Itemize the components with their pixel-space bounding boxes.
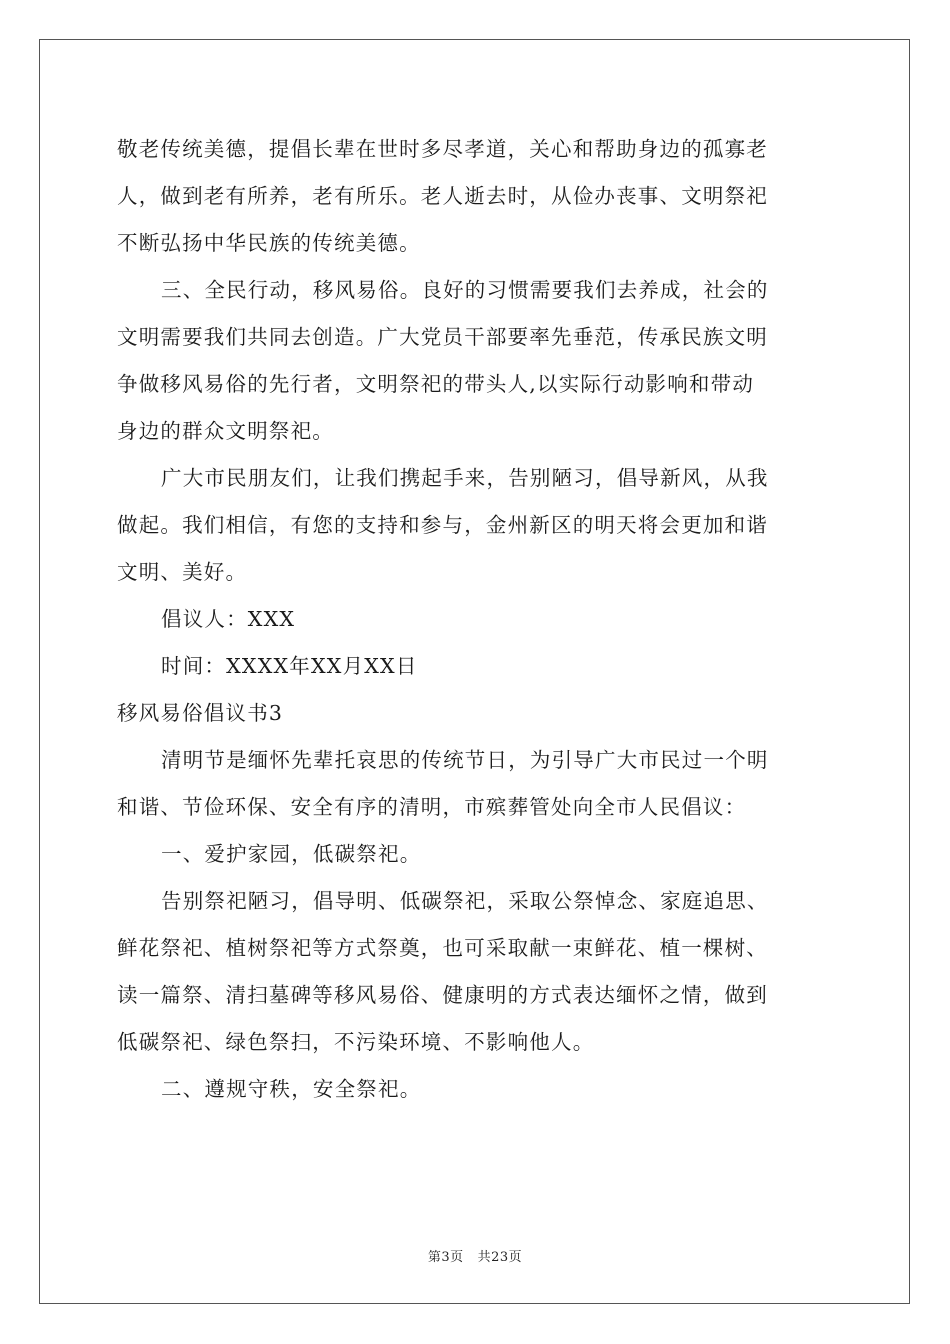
paragraph-start: 告别祭祀陋习，倡导明、低碳祭祀，采取公祭悼念、家庭追思、 — [161, 889, 769, 913]
paragraph-start: 广大市民朋友们，让我们携起手来，告别陋习，倡导新风，从我 — [161, 466, 769, 490]
text-line: 和谐、节俭环保、安全有序的清明，市殡葬管处向全市人民倡议： — [117, 795, 747, 819]
page-total: 共23页 — [477, 1250, 523, 1265]
text-line: 读一篇祭、清扫墓碑等移风易俗、健康明的方式表达缅怀之情，做到 — [117, 983, 768, 1007]
text-line: 人，做到老有所养，老有所乐。老人逝去时，从俭办丧事、文明祭祀 — [117, 184, 768, 208]
text-line: 低碳祭祀、绿色祭扫，不污染环境、不影响他人。 — [117, 1030, 595, 1054]
date-line: 时间：XXXX年XX月XX日 — [161, 654, 418, 678]
page-footer — [0, 1246, 950, 1265]
text-line: 做起。我们相信，有您的支持和参与，金州新区的明天将会更加和谐 — [117, 513, 768, 537]
text-line: 文明、美好。 — [117, 560, 248, 584]
subsection-heading: 二、遵规守秩，安全祭祀。 — [161, 1077, 422, 1101]
text-line: 身边的群众文明祭祀。 — [117, 419, 334, 443]
paragraph-start: 三、全民行动，移风易俗。良好的习惯需要我们去养成，社会的 — [161, 278, 769, 302]
text-line: 文明需要我们共同去创造。广大党员干部要率先垂范，传承民族文明 — [117, 325, 768, 349]
signatory-line: 倡议人：XXX — [161, 607, 296, 631]
paragraph-start: 清明节是缅怀先辈托哀思的传统节日，为引导广大市民过一个明 — [161, 748, 769, 772]
text-line: 敬老传统美德，提倡长辈在世时多尽孝道，关心和帮助身边的孤寡老 — [117, 137, 768, 161]
subsection-heading: 一、爱护家园，低碳祭祀。 — [161, 842, 422, 866]
section-title: 移风易俗倡议书3 — [117, 701, 284, 725]
text-line: 争做移风易俗的先行者，文明祭祀的带头人,以实际行动影响和带动 — [117, 372, 755, 396]
page-number: 第3页 — [427, 1250, 464, 1265]
document-body — [117, 126, 833, 1113]
text-line: 鲜花祭祀、植树祭祀等方式祭奠，也可采取献一束鲜花、植一棵树、 — [117, 936, 768, 960]
text-line: 不断弘扬中华民族的传统美德。 — [117, 231, 421, 255]
